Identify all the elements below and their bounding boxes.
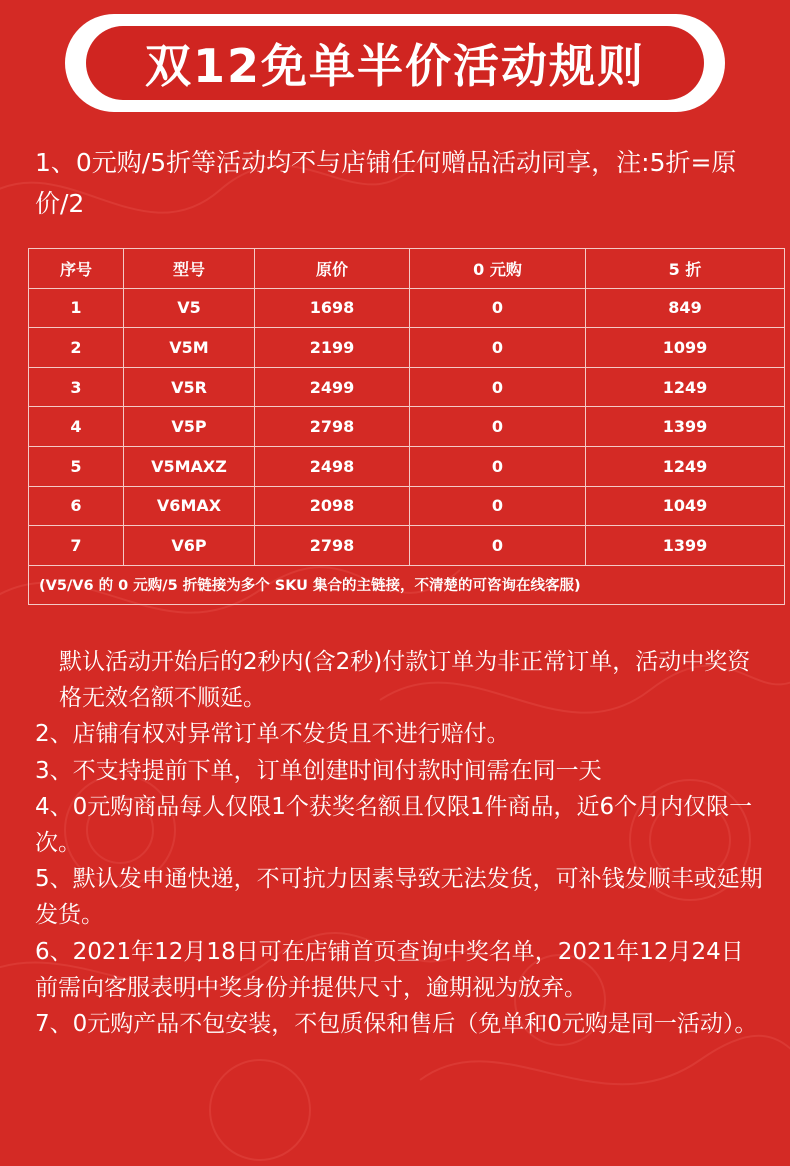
cell-half-price: 1099 bbox=[586, 328, 785, 368]
cell-half-price: 1399 bbox=[586, 526, 785, 566]
cell-index: 1 bbox=[29, 288, 124, 328]
cell-original-price: 2098 bbox=[255, 486, 410, 526]
cell-zero-yuan: 0 bbox=[410, 526, 586, 566]
cell-half-price: 1249 bbox=[586, 446, 785, 486]
header-index: 序号 bbox=[29, 249, 124, 289]
cell-index: 3 bbox=[29, 367, 124, 407]
table-note: (V5/V6 的 0 元购/5 折链接为多个 SKU 集合的主链接，不清楚的可咨询在线客服) bbox=[29, 565, 785, 604]
header-zero-yuan: 0 元购 bbox=[410, 249, 586, 289]
table-row bbox=[29, 526, 785, 566]
cell-original-price: 1698 bbox=[255, 288, 410, 328]
rule-3: 3、不支持提前下单，订单创建时间付款时间需在同一天 bbox=[35, 757, 602, 784]
cell-original-price: 2798 bbox=[255, 407, 410, 447]
table-header-row bbox=[29, 249, 785, 289]
cell-model: V5M bbox=[124, 328, 255, 368]
table-row bbox=[29, 407, 785, 447]
cell-model: V5MAXZ bbox=[124, 446, 255, 486]
header-model: 型号 bbox=[124, 249, 255, 289]
cell-original-price: 2199 bbox=[255, 328, 410, 368]
rules-list bbox=[35, 644, 765, 1042]
title-banner bbox=[65, 14, 725, 112]
rule-4: 4、0元购商品每人仅限1个获奖名额且仅限1件商品，近6个月内仅限一次。 bbox=[35, 793, 753, 857]
cell-half-price: 1049 bbox=[586, 486, 785, 526]
cell-zero-yuan: 0 bbox=[410, 407, 586, 447]
table-row bbox=[29, 288, 785, 328]
table-note-row bbox=[29, 565, 785, 604]
rule-5: 5、默认发申通快递，不可抗力因素导致无法发货，可补钱发顺丰或延期发货。 bbox=[35, 866, 763, 929]
table-row bbox=[29, 367, 785, 407]
cell-half-price: 1249 bbox=[586, 367, 785, 407]
cell-index: 5 bbox=[29, 446, 124, 486]
cell-zero-yuan: 0 bbox=[410, 367, 586, 407]
cell-model: V6MAX bbox=[124, 486, 255, 526]
page-title: 双12免单半价活动规则 bbox=[144, 39, 645, 93]
cell-model: V5R bbox=[124, 367, 255, 407]
title-pill bbox=[86, 26, 704, 100]
cell-original-price: 2798 bbox=[255, 526, 410, 566]
rule-abnormal-order: 默认活动开始后的2秒内(含2秒)付款订单为非正常订单，活动中奖资格无效名额不顺延。 bbox=[59, 649, 751, 712]
cell-zero-yuan: 0 bbox=[410, 486, 586, 526]
rule-1-text: 1、0元购/5折等活动均不与店铺任何赠品活动同享，注:5折=原价/2 bbox=[35, 148, 737, 218]
table-row bbox=[29, 328, 785, 368]
cell-zero-yuan: 0 bbox=[410, 328, 586, 368]
rule-6: 6、2021年12月18日可在店铺首页查询中奖名单，2021年12月24日前需向客服表明中奖身份并提供尺寸，逾期视为放弃。 bbox=[35, 938, 744, 1001]
cell-zero-yuan: 0 bbox=[410, 288, 586, 328]
cell-model: V5P bbox=[124, 407, 255, 447]
header-half-price: 5 折 bbox=[586, 249, 785, 289]
table-row bbox=[29, 486, 785, 526]
header-original-price: 原价 bbox=[255, 249, 410, 289]
cell-original-price: 2498 bbox=[255, 446, 410, 486]
cell-model: V5 bbox=[124, 288, 255, 328]
cell-index: 4 bbox=[29, 407, 124, 447]
table-row bbox=[29, 446, 785, 486]
cell-model: V6P bbox=[124, 526, 255, 566]
rule-7: 7、0元购产品不包安装，不包质保和售后（免单和0元购是同一活动）。 bbox=[35, 1011, 758, 1038]
cell-half-price: 1399 bbox=[586, 407, 785, 447]
cell-index: 6 bbox=[29, 486, 124, 526]
cell-zero-yuan: 0 bbox=[410, 446, 586, 486]
cell-original-price: 2499 bbox=[255, 367, 410, 407]
sku-price-table bbox=[28, 248, 785, 605]
cell-half-price: 849 bbox=[586, 288, 785, 328]
rule-2: 2、店铺有权对异常订单不发货且不进行赔付。 bbox=[35, 721, 510, 748]
cell-index: 2 bbox=[29, 328, 124, 368]
cell-index: 7 bbox=[29, 526, 124, 566]
